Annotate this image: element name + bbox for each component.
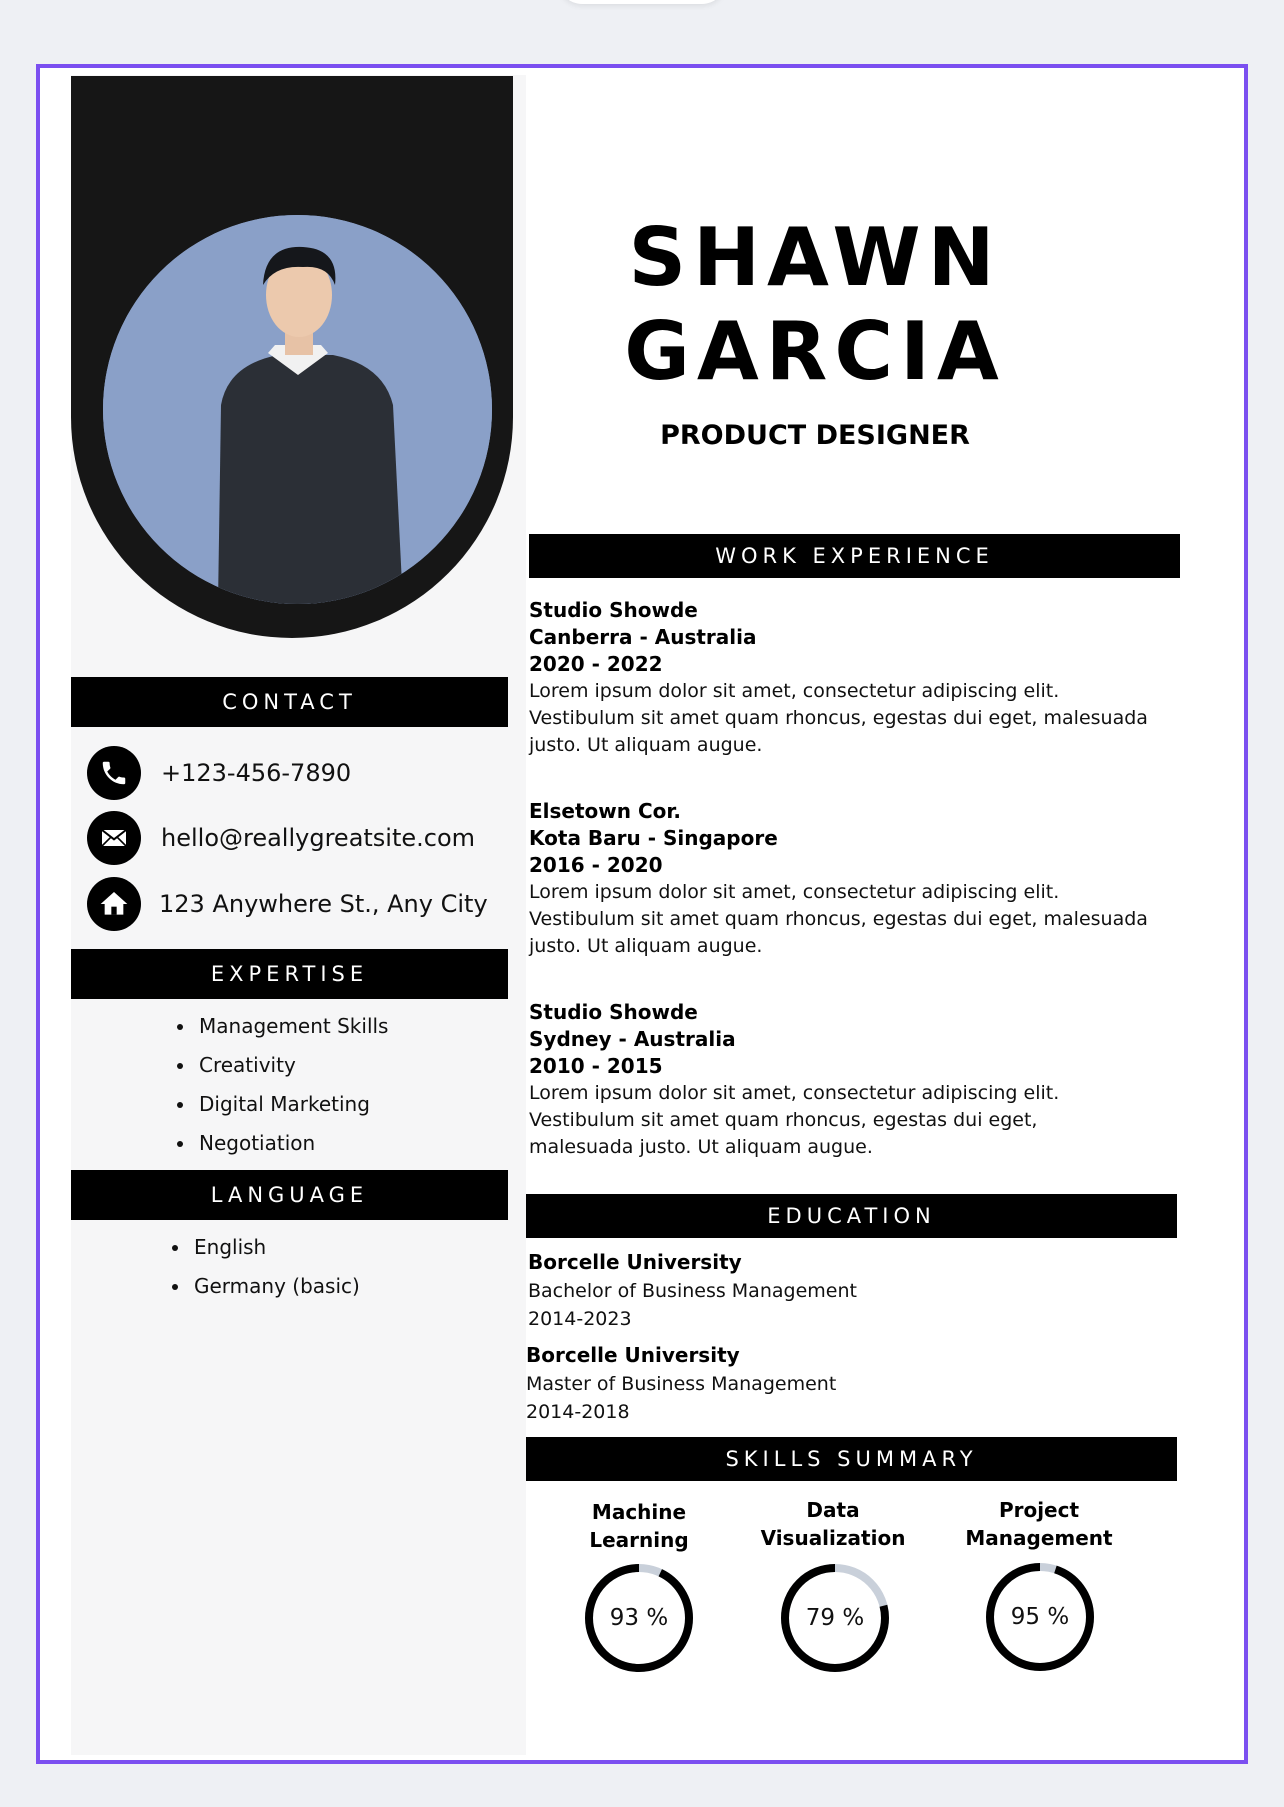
work-heading: WORK EXPERIENCE [529,534,1180,578]
school: Borcelle University [526,1343,740,1367]
description-line: Lorem ipsum dolor sit amet, consectetur adipiscing elit. [529,680,1060,702]
description-line: Lorem ipsum dolor sit amet, consectetur adipiscing elit. [529,881,1060,903]
location: Kota Baru - Singapore [529,826,778,850]
skills-heading: SKILLS SUMMARY [526,1437,1177,1481]
skill-title-line: Learning [589,1528,689,1552]
years: 2016 - 2020 [529,853,663,877]
degree: Master of Business Management [526,1373,837,1395]
skill-title-line: Management [965,1526,1113,1550]
description-line: Lorem ipsum dolor sit amet, consectetur adipiscing elit. [529,1082,1060,1104]
top-tab [558,0,726,4]
company: Studio Showde [529,1000,698,1024]
language-heading: LANGUAGE [71,1170,508,1220]
skill-title-line: Data [806,1498,860,1522]
education-entry [528,1247,1128,1333]
skill-title-line: Project [998,1498,1080,1522]
last-name: GARCIA [624,305,1006,398]
contact-address [87,877,488,931]
school: Borcelle University [528,1250,742,1274]
location: Sydney - Australia [529,1027,736,1051]
list-item: Germany (basic) [172,1267,360,1306]
skill-ring [584,1563,694,1673]
years: 2020 - 2022 [529,652,663,676]
list-item: Creativity [177,1046,388,1085]
years: 2010 - 2015 [529,1054,663,1078]
list-item: English [172,1228,360,1267]
skill-title-line: Visualization [760,1526,906,1550]
expertise-heading: EXPERTISE [71,949,508,999]
description-line: Vestibulum sit amet quam rhoncus, egestas dui eget, malesuada [529,707,1148,729]
job-entry [529,999,1189,1161]
list-item: Negotiation [177,1124,388,1163]
skill-percent: 95 % [1010,1604,1070,1630]
years: 2014-2018 [526,1401,630,1423]
skill-title-line: Machine [591,1500,687,1524]
years: 2014-2023 [528,1308,632,1330]
skill-percent: 93 % [609,1605,669,1631]
description-line: justo. Ut aliquam augue. [529,734,763,756]
expertise-list [177,1007,388,1163]
description-line: malesuada justo. Ut aliquam augue. [529,1136,873,1158]
company: Studio Showde [529,598,698,622]
skill-ring [780,1563,890,1673]
home-icon [87,877,141,931]
list-item: Digital Marketing [177,1085,388,1124]
description-line: Vestibulum sit amet quam rhoncus, egestas dui eget, malesuada [529,908,1148,930]
contact-email [87,811,475,865]
job-entry [529,597,1189,759]
phone-icon [87,746,141,800]
education-heading: EDUCATION [526,1194,1177,1238]
skill-title [954,1496,1124,1552]
profile-photo [103,215,492,604]
address-text: 123 Anywhere St., Any City [159,890,488,918]
skill-percent: 79 % [805,1605,865,1631]
job-title: PRODUCT DESIGNER [660,420,970,451]
contact-heading: CONTACT [71,677,508,727]
phone-text: +123-456-7890 [161,759,352,787]
degree: Bachelor of Business Management [528,1280,857,1302]
skill-title [748,1496,918,1552]
description-line: justo. Ut aliquam augue. [529,935,763,957]
skill-title [554,1498,724,1554]
job-entry [529,798,1189,960]
mail-icon [87,811,141,865]
first-name: SHAWN [628,211,1002,304]
education-entry [526,1340,1126,1426]
description-line: Vestibulum sit amet quam rhoncus, egestas dui eget, [529,1109,1038,1131]
email-text: hello@reallygreatsite.com [161,824,476,852]
location: Canberra - Australia [529,625,757,649]
list-item: Management Skills [177,1007,388,1046]
language-list [172,1228,360,1306]
contact-phone [87,746,351,800]
company: Elsetown Cor. [529,799,681,823]
skill-ring [985,1562,1095,1672]
